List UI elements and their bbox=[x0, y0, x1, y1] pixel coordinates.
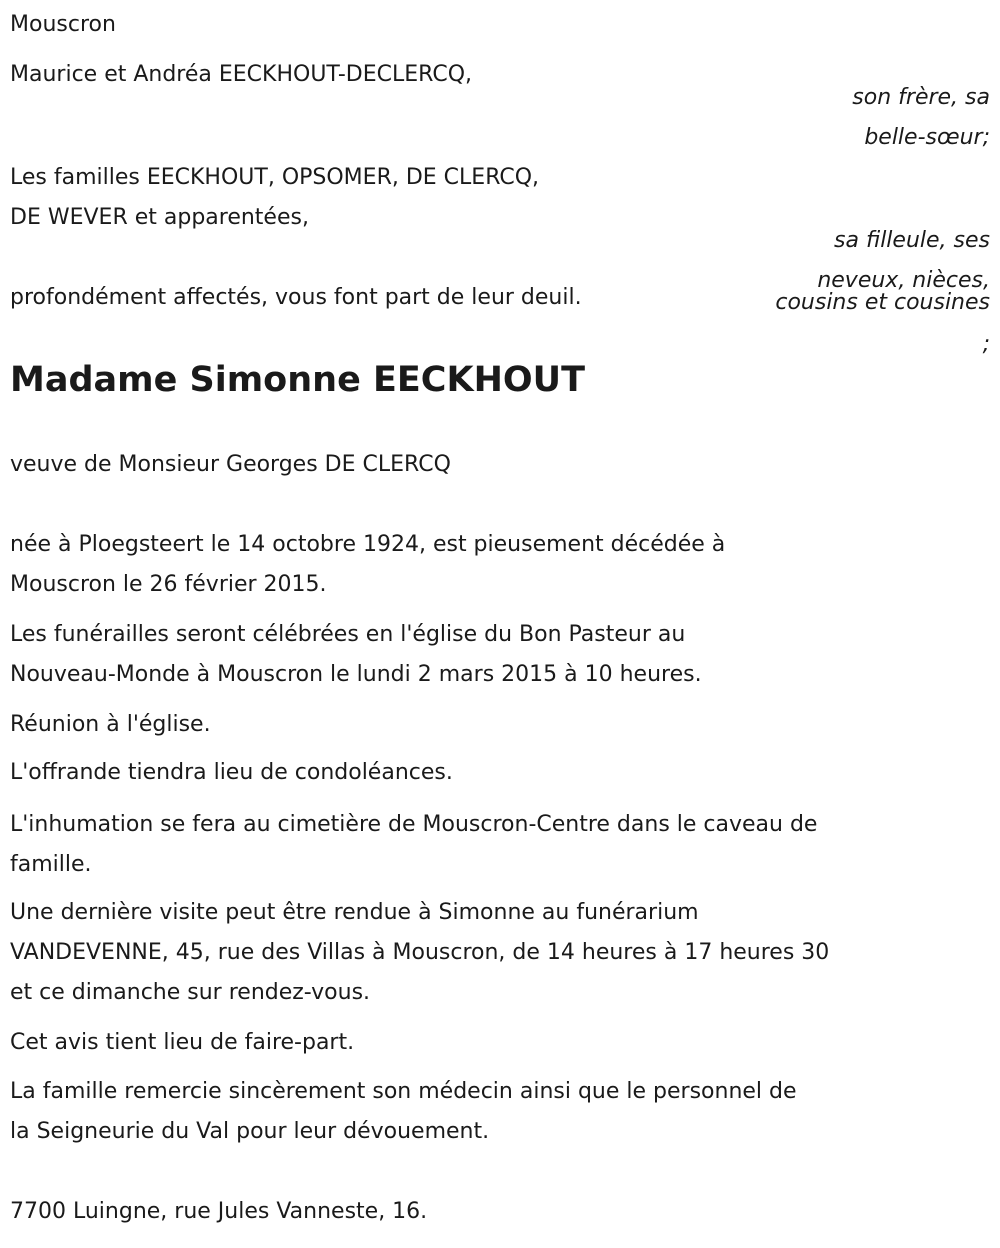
relation-2b: neveux, nièces, bbox=[817, 268, 990, 293]
body-line: Nouveau-Monde à Mouscron le lundi 2 mars 2015 à 10 heures. bbox=[10, 662, 702, 687]
body-line: née à Ploegsteert le 14 octobre 1924, est pieusement décédée à bbox=[10, 532, 726, 557]
body-line: L'inhumation se fera au cimetière de Mouscron-Centre dans le caveau de bbox=[10, 812, 818, 837]
body-line: et ce dimanche sur rendez-vous. bbox=[10, 980, 371, 1005]
body-line: La famille remercie sincèrement son médecin ainsi que le personnel de bbox=[10, 1079, 797, 1104]
body-line: la Seigneurie du Val pour leur dévouement. bbox=[10, 1119, 490, 1144]
family-name-1: Maurice et Andréa EECKHOUT-DECLERCQ, bbox=[10, 62, 472, 87]
relation-2d: ; bbox=[982, 332, 990, 357]
family-name-2a: Les familles EECKHOUT, OPSOMER, DE CLERCQ, bbox=[10, 165, 540, 190]
body-line: Mouscron le 26 février 2015. bbox=[10, 572, 327, 597]
widow-of: veuve de Monsieur Georges DE CLERCQ bbox=[10, 452, 451, 477]
body-line: famille. bbox=[10, 852, 92, 877]
body-line: Une dernière visite peut être rendue à Simonne au funérarium bbox=[10, 900, 699, 925]
relation-2c: cousins et cousines bbox=[775, 290, 990, 315]
relation-2a: sa filleule, ses bbox=[834, 228, 990, 253]
announcement: profondément affectés, vous font part de leur deuil. bbox=[10, 285, 582, 310]
address: 7700 Luingne, rue Jules Vanneste, 16. bbox=[10, 1199, 428, 1224]
family-name-2b: DE WEVER et apparentées, bbox=[10, 205, 309, 230]
body-line: Les funérailles seront célébrées en l'église du Bon Pasteur au bbox=[10, 622, 686, 647]
relation-1a: son frère, sa bbox=[852, 85, 990, 110]
deceased-name: Madame Simonne EECKHOUT bbox=[10, 360, 585, 400]
body-line: Cet avis tient lieu de faire-part. bbox=[10, 1030, 355, 1055]
city: Mouscron bbox=[10, 12, 116, 37]
body-line: Réunion à l'église. bbox=[10, 712, 211, 737]
body-line: L'offrande tiendra lieu de condoléances. bbox=[10, 760, 453, 785]
relation-1b: belle-sœur; bbox=[864, 125, 990, 150]
body-line: VANDEVENNE, 45, rue des Villas à Mouscron, de 14 heures à 17 heures 30 bbox=[10, 940, 830, 965]
